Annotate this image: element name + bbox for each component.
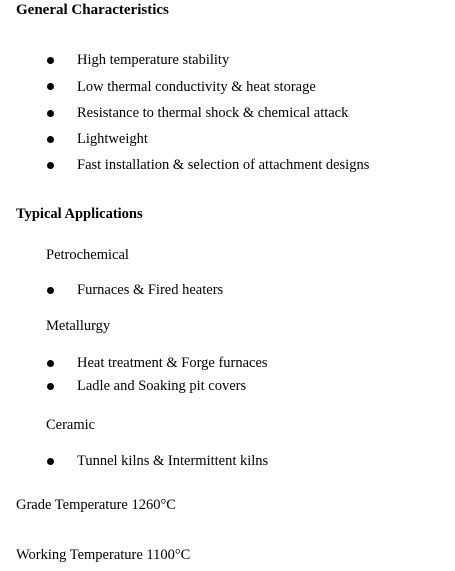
list-item: Furnaces & Fired heaters <box>77 282 224 298</box>
application-group-metallurgy: Metallurgy <box>46 318 111 334</box>
list-item: Fast installation & selection of attachment designs <box>77 157 370 173</box>
application-group-ceramic: Ceramic <box>46 417 96 433</box>
application-group-petrochemical: Petrochemical <box>46 247 129 263</box>
bullet-icon <box>47 110 54 117</box>
bullet-icon <box>47 162 54 169</box>
working-temperature: Working Temperature 1100°C <box>16 547 191 563</box>
list-item: High temperature stability <box>77 52 230 68</box>
list-item: Resistance to thermal shock & chemical attack <box>77 105 349 121</box>
bullet-icon <box>47 383 54 390</box>
typical-applications-heading: Typical Applications <box>16 206 143 222</box>
list-item: Ladle and Soaking pit covers <box>77 378 247 394</box>
bullet-icon <box>47 57 54 64</box>
list-item: Tunnel kilns & Intermittent kilns <box>77 453 269 469</box>
bullet-icon <box>47 458 54 465</box>
general-characteristics-heading: General Characteristics <box>16 2 169 18</box>
bullet-icon <box>47 83 54 90</box>
grade-temperature: Grade Temperature 1260°C <box>16 497 176 513</box>
bullet-icon <box>47 136 54 143</box>
list-item: Low thermal conductivity & heat storage <box>77 79 316 95</box>
list-item: Heat treatment & Forge furnaces <box>77 355 268 371</box>
bullet-icon <box>47 287 54 294</box>
list-item: Lightweight <box>77 131 148 147</box>
bullet-icon <box>47 360 54 367</box>
